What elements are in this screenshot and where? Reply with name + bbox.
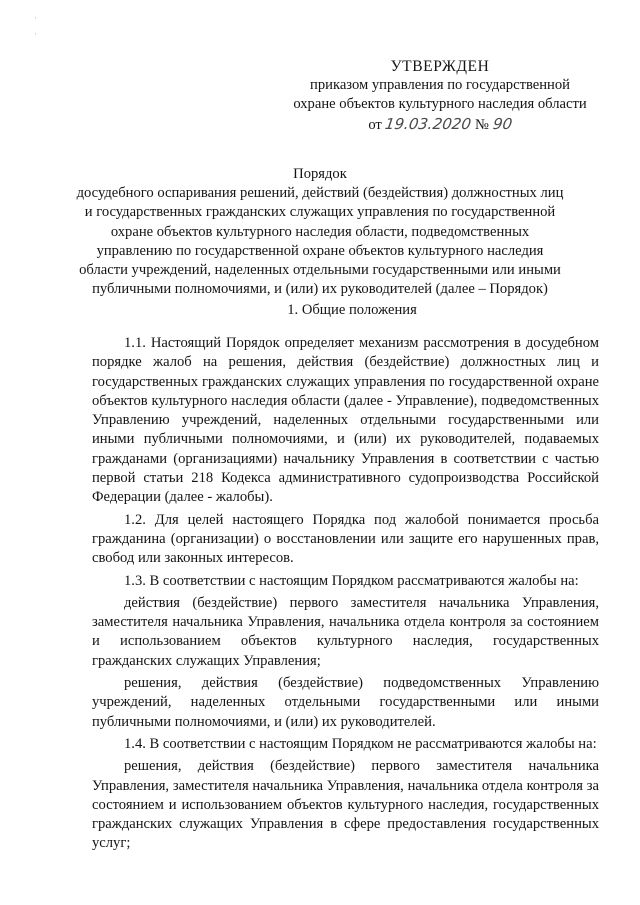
title-line: досудебного оспаривания решений, действий (бездействия) должностных лиц <box>76 185 564 202</box>
title-line: Порядок <box>293 166 347 182</box>
approval-title: УТВЕРЖДЕН <box>390 58 490 75</box>
from-label: от <box>368 117 382 133</box>
document-body <box>92 334 599 854</box>
paragraph-1-1: 1.1. Настоящий Порядок определяет механизм рассмотрения в досудебном порядке жалоб на решения, действия (бездействие) должностных лиц и государственных гражданских служащих управления по государственной охране объектов культурного наследия области (далее - Управление), подведомственных Управлению учреждений, наделенных отдельными государственными или иными публичными полномочиями, и (или) их руководителей, подаваемых гражданами (организациями) начальнику Управления в соответствии с частью первой статьи 218 Кодекса административного судопроизводства Российской Федерации (далее - жалобы). <box>92 335 599 506</box>
title-line: охране объектов культурного наследия области, подведомственных <box>110 223 530 240</box>
title-line: управлению по государственной охране объектов культурного наследия <box>96 242 544 259</box>
approval-date-number <box>368 115 514 135</box>
number-sign: № <box>475 117 489 133</box>
paragraph-1-2: 1.2. Для целей настоящего Порядка под жалобой понимается просьба гражданина (организации) о восстановлении или защите его нарушенных прав, свобод или законных интересов. <box>92 511 599 567</box>
document-title <box>60 165 580 299</box>
paragraph-1-3: 1.3. В соответствии с настоящим Порядком рассматриваются жалобы на: <box>124 572 579 589</box>
title-line: области учреждений, наделенных отдельными государственными или иными <box>79 262 561 279</box>
scan-mark: · <box>34 14 37 24</box>
title-line: публичными полномочиями, и (или) их руководителей (далее – Порядок) <box>92 281 548 298</box>
list-item: решения, действия (бездействие) первого заместителя начальника Управления, заместителя начальника Управления, начальника отдела контроля за состоянием и использованием объектов культурного наследия, государственных гражданских служащих Управления в сфере предоставления государственных услуг; <box>92 758 599 852</box>
approval-line-1: приказом управления по государственной <box>310 77 570 93</box>
approval-line-2: охране объектов культурного наследия области <box>293 96 587 112</box>
handwritten-number: 90 <box>491 115 514 133</box>
handwritten-date: 19.03.2020 <box>384 115 473 133</box>
list-item: действия (бездействие) первого заместителя начальника Управления, заместителя начальника Управления, начальника отдела контроля за состоянием и использованием объектов культурного наследия, государственных гражданских служащих Управления; <box>92 594 599 669</box>
approval-block <box>280 57 600 135</box>
list-item: решения, действия (бездействие) подведомственных Управлению учреждений, наделенных отдельными государственными или иными публичными полномочиями, и (или) их руководителей. <box>92 675 599 730</box>
title-line: и государственных гражданских служащих управления по государственной <box>84 204 556 221</box>
paragraph-1-4: 1.4. В соответствии с настоящим Порядком не рассматриваются жалобы на: <box>124 735 597 752</box>
scan-mark: · <box>34 30 37 40</box>
section-heading: 1. Общие положения <box>287 302 417 318</box>
